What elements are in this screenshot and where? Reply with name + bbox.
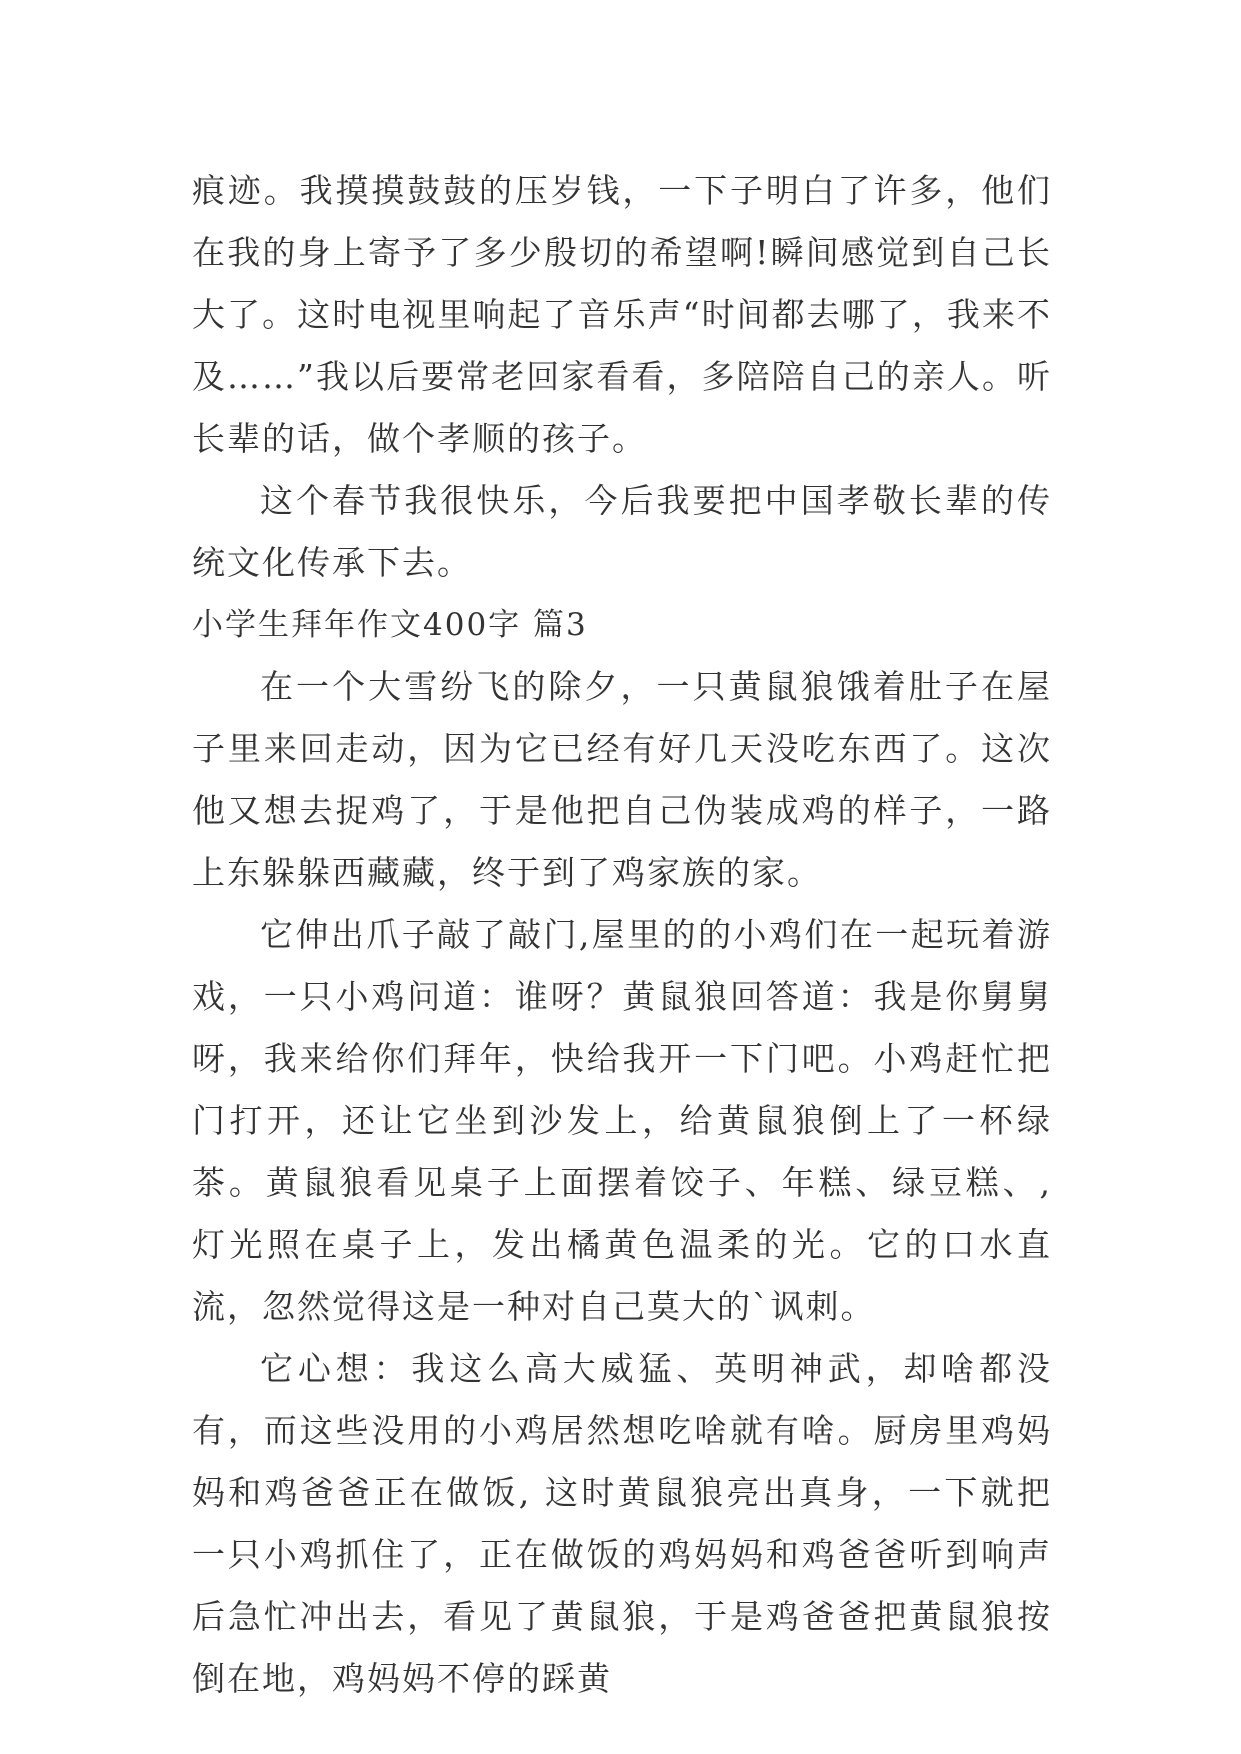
paragraph-conclusion: 这个春节我很快乐，今后我要把中国孝敬长辈的传统文化传承下去。 xyxy=(192,481,1052,582)
paragraph: 它伸出爪子敲了敲门,屋里的的小鸡们在一起玩着游戏，一只小鸡问道：谁呀？黄鼠狼回答道：我是你舅舅呀，我来给你们拜年，快给我开一下门吧。小鸡赶忙把门打开，还让它坐到沙发上，给黄鼠狼倒上了一杯绿茶。黄鼠狼看见桌子上面摆着饺子、年糕、绿豆糕、, 灯光照在桌子上，发出橘黄色温柔的光。它的口水直流，忽然觉得这是一种对自己莫大的`讽刺。 xyxy=(192,915,1052,1326)
paragraph-continuation: 痕迹。我摸摸鼓鼓的压岁钱，一下子明白了许多，他们在我的身上寄予了多少殷切的希望啊!瞬间感觉到自己长大了。这时电视里响起了音乐声“时间都去哪了，我来不及……”我以后要常老回家看看，多陪陪自己的亲人。听长辈的话，做个孝顺的孩子。 xyxy=(192,171,1052,458)
paragraph: 在一个大雪纷飞的除夕，一只黄鼠狼饿着肚子在屋子里来回走动，因为它已经有好几天没吃东西了。这次他又想去捉鸡了，于是他把自己伪装成鸡的样子，一路上东躲躲西藏藏，终于到了鸡家族的家。 xyxy=(192,667,1052,892)
section-heading: 小学生拜年作文400字 篇3 xyxy=(192,607,588,643)
document-body xyxy=(192,160,1052,1710)
paragraph: 它心想：我这么高大威猛、英明神武，却啥都没有，而这些没用的小鸡居然想吃啥就有啥。厨房里鸡妈妈和鸡爸爸正在做饭, 这时黄鼠狼亮出真身，一下就把一只小鸡抓住了，正在做饭的鸡妈妈和鸡爸爸听到响声后急忙冲出去，看见了黄鼠狼，于是鸡爸爸把黄鼠狼按倒在地，鸡妈妈不停的踩黄 xyxy=(192,1349,1052,1698)
